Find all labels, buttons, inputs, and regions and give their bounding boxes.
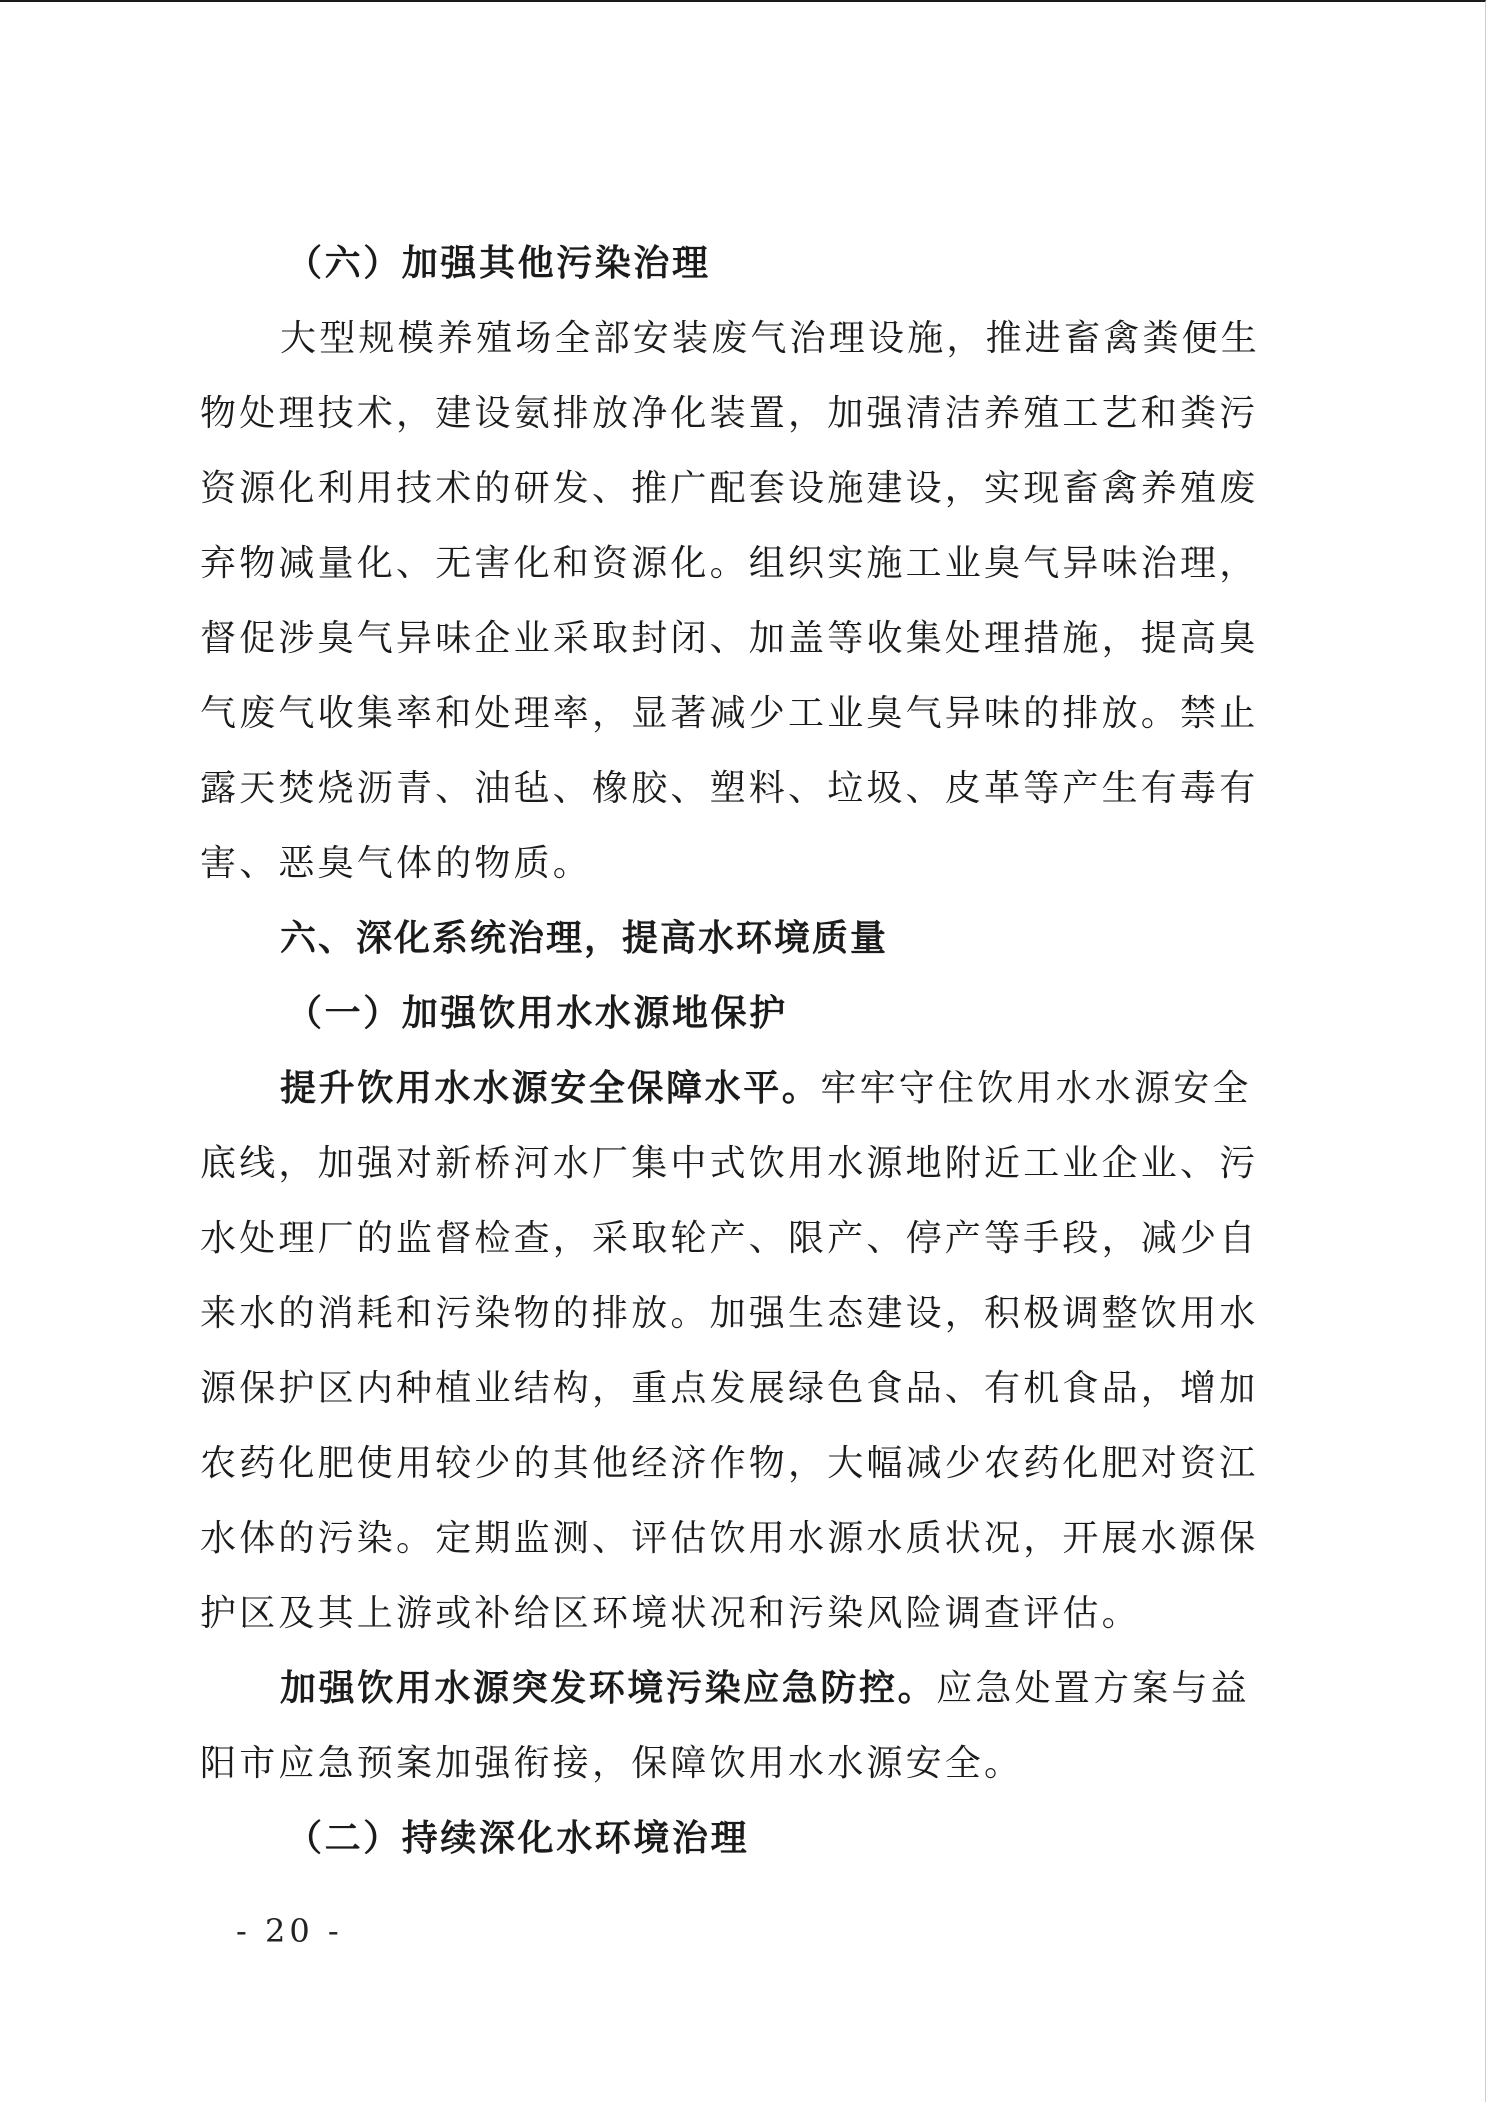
paragraph-line: 物处理技术，建设氨排放净化装置，加强清洁养殖工艺和粪污 bbox=[200, 393, 1259, 434]
paragraph-first-line bbox=[200, 1051, 1290, 1126]
paragraph-line: 水体的污染。定期监测、评估饮用水源水质状况，开展水源保 bbox=[200, 1518, 1259, 1559]
paragraph-line: 露天焚烧沥青、油毡、橡胶、塑料、垃圾、皮革等产生有毒有 bbox=[200, 768, 1259, 809]
subsection-heading-water-environment: （二）持续深化水环境治理 bbox=[286, 1818, 750, 1859]
paragraph-text: 牢牢守住饮用水水源安全 bbox=[820, 1068, 1252, 1109]
paragraph-line: 大型规模养殖场全部安装废气治理设施，推进畜禽粪便生 bbox=[280, 318, 1261, 359]
paragraph-lead-text: 提升饮用水水源安全保障水平。 bbox=[280, 1068, 821, 1109]
paragraph-line: 来水的消耗和污染物的排放。加强生态建设，积极调整饮用水 bbox=[200, 1293, 1259, 1334]
paragraph-text: 应急处置方案与益 bbox=[936, 1668, 1250, 1709]
paragraph-water-safety bbox=[200, 1051, 1290, 1651]
paragraph-line: 水处理厂的监督检查，采取轮产、限产、停产等手段，减少自 bbox=[200, 1218, 1259, 1259]
paragraph-first-line bbox=[200, 1651, 1290, 1726]
subsection-heading-drinking-water: （一）加强饮用水水源地保护 bbox=[286, 993, 788, 1034]
paragraph-emergency bbox=[200, 1651, 1290, 1801]
paragraph-lead-text: 加强饮用水源突发环境污染应急防控。 bbox=[280, 1668, 937, 1709]
paragraph-line: 农药化肥使用较少的其他经济作物，大幅减少农药化肥对资江 bbox=[200, 1443, 1259, 1484]
paragraph-line: 护区及其上游或补给区环境状况和污染风险调查评估。 bbox=[200, 1593, 1141, 1634]
paragraph-line: 源保护区内种植业结构，重点发展绿色食品、有机食品，增加 bbox=[200, 1368, 1259, 1409]
subsection-heading-other-pollution: （六）加强其他污染治理 bbox=[286, 243, 711, 284]
section-heading-water-quality: 六、深化系统治理，提高水环境质量 bbox=[280, 918, 889, 959]
paragraph-line: 害、恶臭气体的物质。 bbox=[200, 843, 593, 884]
paragraph-line: 阳市应急预案加强衔接，保障饮用水水源安全。 bbox=[200, 1743, 1024, 1784]
paragraph-line: 底线，加强对新桥河水厂集中式饮用水源地附近工业企业、污 bbox=[200, 1143, 1259, 1184]
page-content bbox=[200, 226, 1290, 1876]
paragraph-line: 气废气收集率和处理率，显著减少工业臭气异味的排放。禁止 bbox=[200, 693, 1259, 734]
paragraph-line: 资源化利用技术的研发、推广配套设施建设，实现畜禽养殖废 bbox=[200, 468, 1259, 509]
page-number: - 20 - bbox=[236, 1912, 343, 1950]
paragraph-line: 督促涉臭气异味企业采取封闭、加盖等收集处理措施，提高臭 bbox=[200, 618, 1259, 659]
paragraph-other-pollution bbox=[200, 301, 1290, 901]
paragraph-line: 弃物减量化、无害化和资源化。组织实施工业臭气异味治理， bbox=[200, 543, 1259, 584]
